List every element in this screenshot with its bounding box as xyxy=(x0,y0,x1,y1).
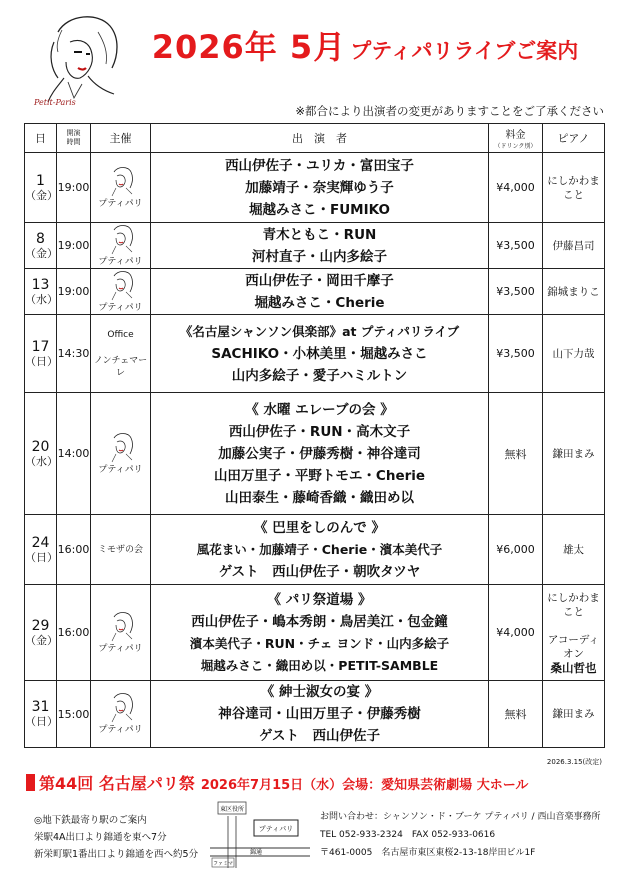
performer-line: 《名古屋シャンソン倶楽部》at プティパリライブ xyxy=(179,323,460,339)
table-row xyxy=(25,515,605,585)
header-fee-main: 料金 xyxy=(505,130,526,141)
performer-line: 加藤靖子・奈実輝ゆう子 xyxy=(245,179,394,196)
piano-cell xyxy=(543,585,605,681)
organizer-logo-icon xyxy=(106,270,136,302)
performer-line: 堀越みさこ・FUMIKO xyxy=(249,201,390,218)
date-cell xyxy=(25,585,57,681)
date-number: 17 xyxy=(31,338,50,355)
performer-line: 青木ともこ・RUN xyxy=(262,226,377,243)
organizer-name: プティパリ xyxy=(98,464,143,475)
performer-line: 濱本美代子・RUN・チェ ヨンド・山内多絵子 xyxy=(189,635,450,651)
performer-line: 河村直子・山内多絵子 xyxy=(252,248,387,265)
access-line-shinsakae: 新栄町駅1番出口より錦通を西へ約5分 xyxy=(34,849,199,860)
header-time xyxy=(57,124,91,153)
time-cell: 14:30 xyxy=(57,315,91,393)
header-performers: 出 演 者 xyxy=(151,124,489,153)
date-number: 20 xyxy=(31,438,50,455)
festival-banner xyxy=(26,771,528,794)
map-label-road: 錦通 xyxy=(250,849,263,856)
table-row xyxy=(25,223,605,269)
performer-line: SACHIKO・小林美里・堀越みさこ xyxy=(211,345,428,362)
performer-line: 山内多絵子・愛子ハミルトン xyxy=(231,367,408,384)
date-number: 29 xyxy=(31,617,50,634)
table-row xyxy=(25,269,605,315)
revision-date: 2026.3.15(改定) xyxy=(546,758,602,766)
organizer-logo-icon xyxy=(106,692,136,724)
performer-line: 《 巴里をしのんで 》 xyxy=(254,519,385,536)
organizer-cell xyxy=(91,393,151,515)
fee-cell: ¥4,000 xyxy=(489,153,543,223)
date-number: 1 xyxy=(36,172,45,189)
performer-line: 山田万里子・平野トモエ・Cherie xyxy=(213,467,426,484)
organizer-name: ミモザの会 xyxy=(97,544,143,555)
performer-line: 加藤公実子・伊藤秀樹・神谷達司 xyxy=(218,445,421,462)
table-row xyxy=(25,585,605,681)
header-day: 日 xyxy=(25,124,57,153)
performers-cell xyxy=(151,393,489,515)
date-number: 31 xyxy=(31,699,50,715)
performer-line: 西山伊佐子・ユリカ・富田宝子 xyxy=(225,157,414,174)
pianist-name: にしかわまこと xyxy=(547,174,600,201)
piano-cell xyxy=(543,315,605,393)
performer-line: 《 パリ祭道場 》 xyxy=(267,591,372,608)
title-main: 2026年 5月 xyxy=(151,28,347,66)
pianist-name: 錦城まりこ xyxy=(547,285,600,298)
header-row xyxy=(25,124,605,153)
organizer-name: ノンチェマーレ xyxy=(93,355,148,378)
accordion-label: アコーディオン xyxy=(547,633,600,660)
performer-line: 《 水曜 エレーブの会 》 xyxy=(245,401,394,418)
contact-phone: TEL 052-933-2324 FAX 052-933-0616 xyxy=(320,830,496,840)
organizer-cell xyxy=(91,585,151,681)
organizer-cell xyxy=(91,515,151,585)
schedule-table xyxy=(24,123,605,748)
performer-line: ゲスト 西山伊佐子・朝吹タツヤ xyxy=(218,563,421,580)
pianist-name: 鎌田まみ xyxy=(552,708,595,720)
time-cell: 16:00 xyxy=(57,585,91,681)
piano-cell xyxy=(543,153,605,223)
organizer-line1: Office xyxy=(107,329,134,340)
fee-cell: 無料 xyxy=(489,681,543,748)
date-number: 8 xyxy=(36,230,45,247)
performer-line: 西山伊佐子・嶋本秀朗・鳥居美江・包金鐘 xyxy=(191,613,448,630)
festival-details: 2026年7月15日（水）会場：愛知県芸術劇場 大ホール xyxy=(200,778,529,793)
fee-cell: ¥3,500 xyxy=(489,315,543,393)
date-number: 24 xyxy=(31,534,50,551)
day-of-week: （金） xyxy=(25,246,58,260)
performers-cell xyxy=(151,681,489,748)
organizer-cell xyxy=(91,223,151,269)
organizer-name: プティパリ xyxy=(98,725,143,735)
organizer-cell xyxy=(91,269,151,315)
organizer-logo-icon xyxy=(106,224,136,256)
day-of-week: （金） xyxy=(25,633,58,647)
date-cell xyxy=(25,223,57,269)
date-cell xyxy=(25,269,57,315)
festival-name: 第44回 名古屋パリ祭 xyxy=(39,774,195,793)
performer-line: ゲスト 西山伊佐子 xyxy=(259,728,380,744)
performer-line: 《 紳士淑女の宴 》 xyxy=(260,684,379,700)
organizer-name: プティパリ xyxy=(98,198,143,209)
map-label-corner: ファミマ xyxy=(213,861,233,867)
fee-cell: ¥3,500 xyxy=(489,223,543,269)
piano-cell xyxy=(543,681,605,748)
performer-line: 風花まい・加藤靖子・Cherie・濱本美代子 xyxy=(196,541,443,557)
performers-cell xyxy=(151,585,489,681)
organizer-cell xyxy=(91,153,151,223)
day-of-week: （日） xyxy=(25,550,58,564)
logo-caption: Petit-Paris xyxy=(34,98,76,107)
day-of-week: （日） xyxy=(25,354,58,368)
performers-cell xyxy=(151,315,489,393)
contact-title: お問い合わせ：シャンソン・ド・ブーケ プティパリ / 西山音楽事務所 xyxy=(320,812,601,822)
performer-line: 神谷達司・山田万里子・伊藤秀樹 xyxy=(218,706,421,722)
festival-marker xyxy=(26,774,35,791)
day-of-week: （水） xyxy=(25,454,58,468)
organizer-cell xyxy=(91,681,151,748)
piano-cell xyxy=(543,269,605,315)
performers-cell xyxy=(151,223,489,269)
table-row xyxy=(25,315,605,393)
header-organizer: 主催 xyxy=(91,124,151,153)
day-of-week: （日） xyxy=(25,715,58,728)
time-cell: 14:00 xyxy=(57,393,91,515)
time-cell: 16:00 xyxy=(57,515,91,585)
organizer-name: プティパリ xyxy=(98,643,143,654)
day-of-week: （水） xyxy=(25,292,58,306)
change-notice: ※都合により出演者の変更がありますことをご了承ください xyxy=(295,104,604,118)
performers-cell xyxy=(151,269,489,315)
map-label-top: 東区役所 xyxy=(219,806,245,813)
pianist-name: 雄太 xyxy=(563,543,584,556)
accordionist-name: 桑山哲也 xyxy=(550,660,597,675)
performers-cell xyxy=(151,153,489,223)
access-line-sakae: 栄駅4A出口より錦通を東へ7分 xyxy=(34,832,167,843)
day-of-week: （金） xyxy=(25,188,58,202)
fee-cell: ¥6,000 xyxy=(489,515,543,585)
time-cell: 19:00 xyxy=(57,223,91,269)
date-cell xyxy=(25,153,57,223)
access-info xyxy=(34,812,198,863)
header-time-line1: 開演 xyxy=(66,129,81,137)
time-cell: 19:00 xyxy=(57,269,91,315)
contact-info xyxy=(320,808,600,862)
organizer-name: プティパリ xyxy=(98,302,143,313)
header-piano: ピアノ xyxy=(543,124,605,153)
organizer-logo-icon xyxy=(106,432,136,464)
header-fee xyxy=(489,124,543,153)
header-fee-sub: （ドリンク別） xyxy=(494,143,537,150)
performer-line: 堀越みさこ・Cherie xyxy=(254,294,385,311)
time-cell: 19:00 xyxy=(57,153,91,223)
organizer-name: プティパリ xyxy=(98,256,143,267)
date-number: 13 xyxy=(31,276,50,293)
access-title: ◎地下鉄最寄り駅のご案内 xyxy=(34,815,147,826)
pianist-name: 伊藤昌司 xyxy=(552,239,595,252)
organizer-logo-icon xyxy=(106,166,136,198)
time-cell: 15:00 xyxy=(57,681,91,748)
performer-line: 西山伊佐子・RUN・高木文子 xyxy=(228,423,411,440)
pianist-name: にしかわまこと xyxy=(547,591,600,618)
performers-cell xyxy=(151,515,489,585)
fee-cell: ¥3,500 xyxy=(489,269,543,315)
piano-cell xyxy=(543,515,605,585)
date-cell xyxy=(25,315,57,393)
pianist-name: 鎌田まみ xyxy=(552,447,595,460)
title-sub: プティパリライブご案内 xyxy=(350,39,579,63)
organizer-cell xyxy=(91,315,151,393)
table-row xyxy=(25,393,605,515)
contact-address: 〒461-0005 名古屋市東区東桜2-13-18岸田ビル1F xyxy=(320,848,536,858)
map-label-shop: プティパリ xyxy=(258,825,294,833)
fee-cell: 無料 xyxy=(489,393,543,515)
fee-cell: ¥4,000 xyxy=(489,585,543,681)
organizer-logo-icon xyxy=(106,611,136,643)
performer-line: 山田泰生・藤崎香織・織田め以 xyxy=(225,489,414,506)
access-map xyxy=(210,800,310,868)
header-time-line2: 時間 xyxy=(66,138,81,146)
date-cell xyxy=(25,393,57,515)
pianist-name: 山下力哉 xyxy=(552,347,595,360)
table-row xyxy=(25,153,605,223)
piano-cell xyxy=(543,223,605,269)
table-row xyxy=(25,681,605,748)
date-cell xyxy=(25,681,57,748)
performer-line: 西山伊佐子・岡田千摩子 xyxy=(245,272,394,289)
date-cell xyxy=(25,515,57,585)
page-title xyxy=(130,22,600,68)
piano-cell xyxy=(543,393,605,515)
performer-line: 堀越みさこ・織田め以・PETIT-SAMBLE xyxy=(200,657,439,673)
schedule-rows xyxy=(25,153,605,748)
